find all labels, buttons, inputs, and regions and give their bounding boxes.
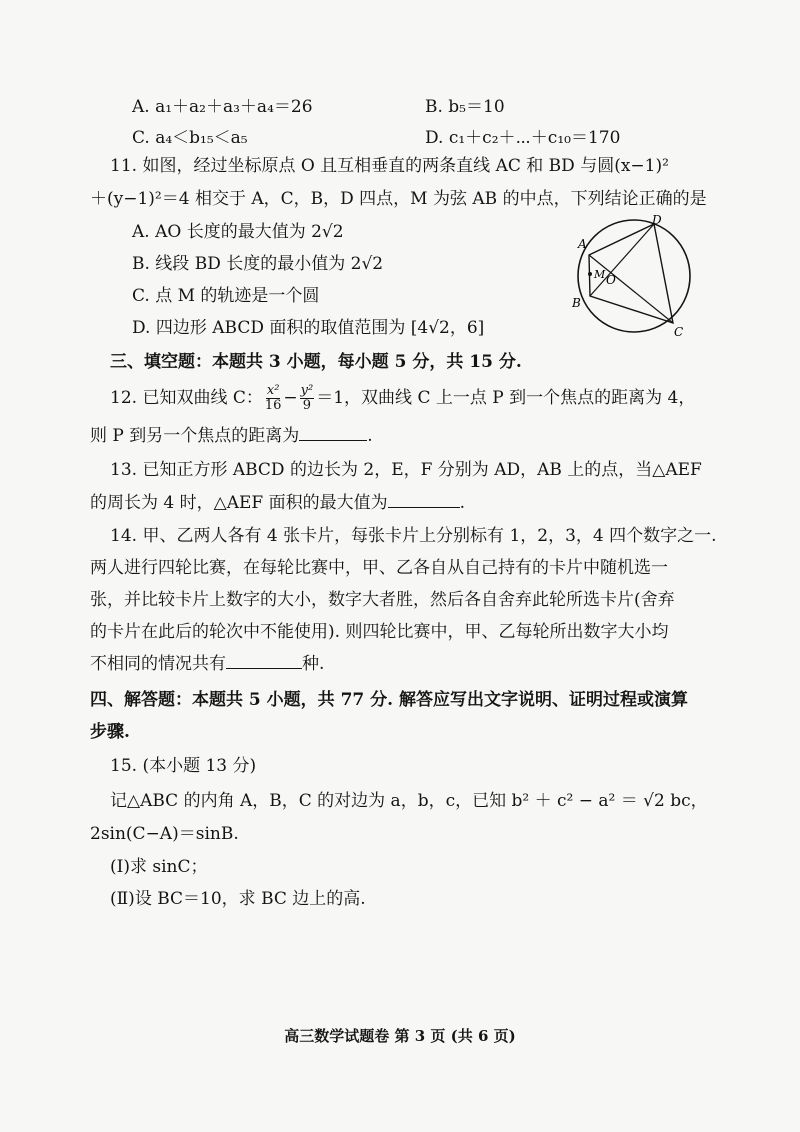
- q14-line3: 张，并比较卡片上数字的大小，数字大者胜，然后各自舍弃此轮所选卡片(舍弃: [90, 590, 675, 610]
- line-ac: [589, 255, 673, 323]
- q11-option-a: A. AO 长度的最大值为 2√2: [132, 222, 344, 242]
- q14-line1: 14. 甲、乙两人各有 4 张卡片，每张卡片上分别标有 1，2，3，4 四个数字之一.: [110, 526, 717, 546]
- label-d: D: [652, 213, 662, 227]
- q12-line2: [90, 424, 373, 448]
- section4-heading-line1: 四、解答题：本题共 5 小题，共 77 分. 解答应写出文字说明、证明过程或演算: [90, 690, 688, 710]
- q15-line2: 2sin(C−A)＝sinB.: [90, 824, 239, 844]
- q12-period: .: [367, 426, 373, 446]
- label-m: M: [594, 268, 606, 281]
- q11-option-b: B. 线段 BD 长度的最小值为 2√2: [132, 254, 384, 274]
- frac1-numerator: x²: [266, 383, 280, 398]
- frac1-denominator: 16: [264, 398, 282, 413]
- q14-line5-text: 不相同的情况共有: [90, 654, 226, 674]
- line-bd: [590, 224, 654, 296]
- q13-line2-text: 的周长为 4 时，△AEF 面积的最大值为: [90, 493, 388, 513]
- q12-line2-text: 则 P 到另一个焦点的距离为: [90, 426, 300, 446]
- section3-heading: 三、填空题：本题共 3 小题，每小题 5 分，共 15 分.: [110, 352, 522, 372]
- q11-stem-line1: 11. 如图，经过坐标原点 O 且互相垂直的两条直线 AC 和 BD 与圆(x−1)²: [110, 156, 669, 176]
- q10-option-d: D. c₁＋c₂＋⋯＋c₁₀＝170: [425, 128, 621, 148]
- q11-option-d: D. 四边形 ABCD 面积的取值范围为 [4√2，6]: [132, 318, 485, 338]
- q14-line4: 的卡片在此后的轮次中不能使用). 则四轮比赛中，甲、乙每轮所出数字大小均: [90, 622, 669, 642]
- q12-line1: [110, 384, 695, 413]
- q15-part2: (Ⅱ)设 BC＝10，求 BC 边上的高.: [110, 889, 366, 909]
- q15-title: 15. (本小题 13 分): [110, 756, 257, 776]
- q12-suffix: ＝1，双曲线 C 上一点 P 到一个焦点的距离为 4，: [316, 388, 696, 408]
- q14-suffix: 种.: [302, 654, 325, 674]
- q12-answer-blank[interactable]: [299, 424, 367, 441]
- section4-heading-line2: 步骤.: [90, 722, 130, 742]
- label-o: O: [606, 273, 616, 287]
- q10-option-a: A. a₁＋a₂＋a₃＋a₄＝26: [132, 97, 313, 117]
- q13-line2: [90, 491, 465, 515]
- q13-line1: 13. 已知正方形 ABCD 的边长为 2，E，F 分别为 AD，AB 上的点，当△AEF: [110, 460, 702, 480]
- q12-prefix: 12. 已知双曲线 C：: [110, 388, 263, 408]
- page-footer: 高三数学试题卷 第 3 页 (共 6 页): [284, 1027, 516, 1045]
- fraction-x2-16: [265, 384, 282, 413]
- q11-option-c: C. 点 M 的轨迹是一个圆: [132, 286, 320, 306]
- label-c: C: [674, 325, 684, 339]
- q10-option-b: B. b₅＝10: [425, 97, 505, 117]
- label-a: A: [578, 237, 587, 251]
- label-b: B: [572, 296, 581, 310]
- q11-circle-figure: [568, 212, 698, 342]
- q15-part1: (Ⅰ)求 sinC；: [110, 857, 208, 877]
- q13-answer-blank[interactable]: [388, 491, 460, 508]
- q14-line5: [90, 652, 324, 676]
- frac2-numerator: y²: [300, 383, 314, 398]
- frac2-denominator: 9: [302, 398, 312, 413]
- q13-period: .: [459, 493, 465, 513]
- q15-line1: 记△ABC 的内角 A，B，C 的对边为 a，b，c，已知 b² ＋ c² − a² ＝ √2 bc，: [110, 791, 708, 811]
- fraction-y2-9: [300, 384, 315, 413]
- q11-stem-line2: ＋(y−1)²＝4 相交于 A，C，B，D 四点，M 为弦 AB 的中点，下列结论正确的是: [90, 189, 707, 209]
- point-m: [588, 272, 592, 276]
- q14-answer-blank[interactable]: [226, 652, 302, 669]
- minus-sign: −: [283, 388, 298, 408]
- q10-option-c: C. a₄＜b₁₅＜a₅: [132, 128, 248, 148]
- q14-line2: 两人进行四轮比赛，在每轮比赛中，甲、乙各自从自己持有的卡片中随机选一: [90, 558, 668, 578]
